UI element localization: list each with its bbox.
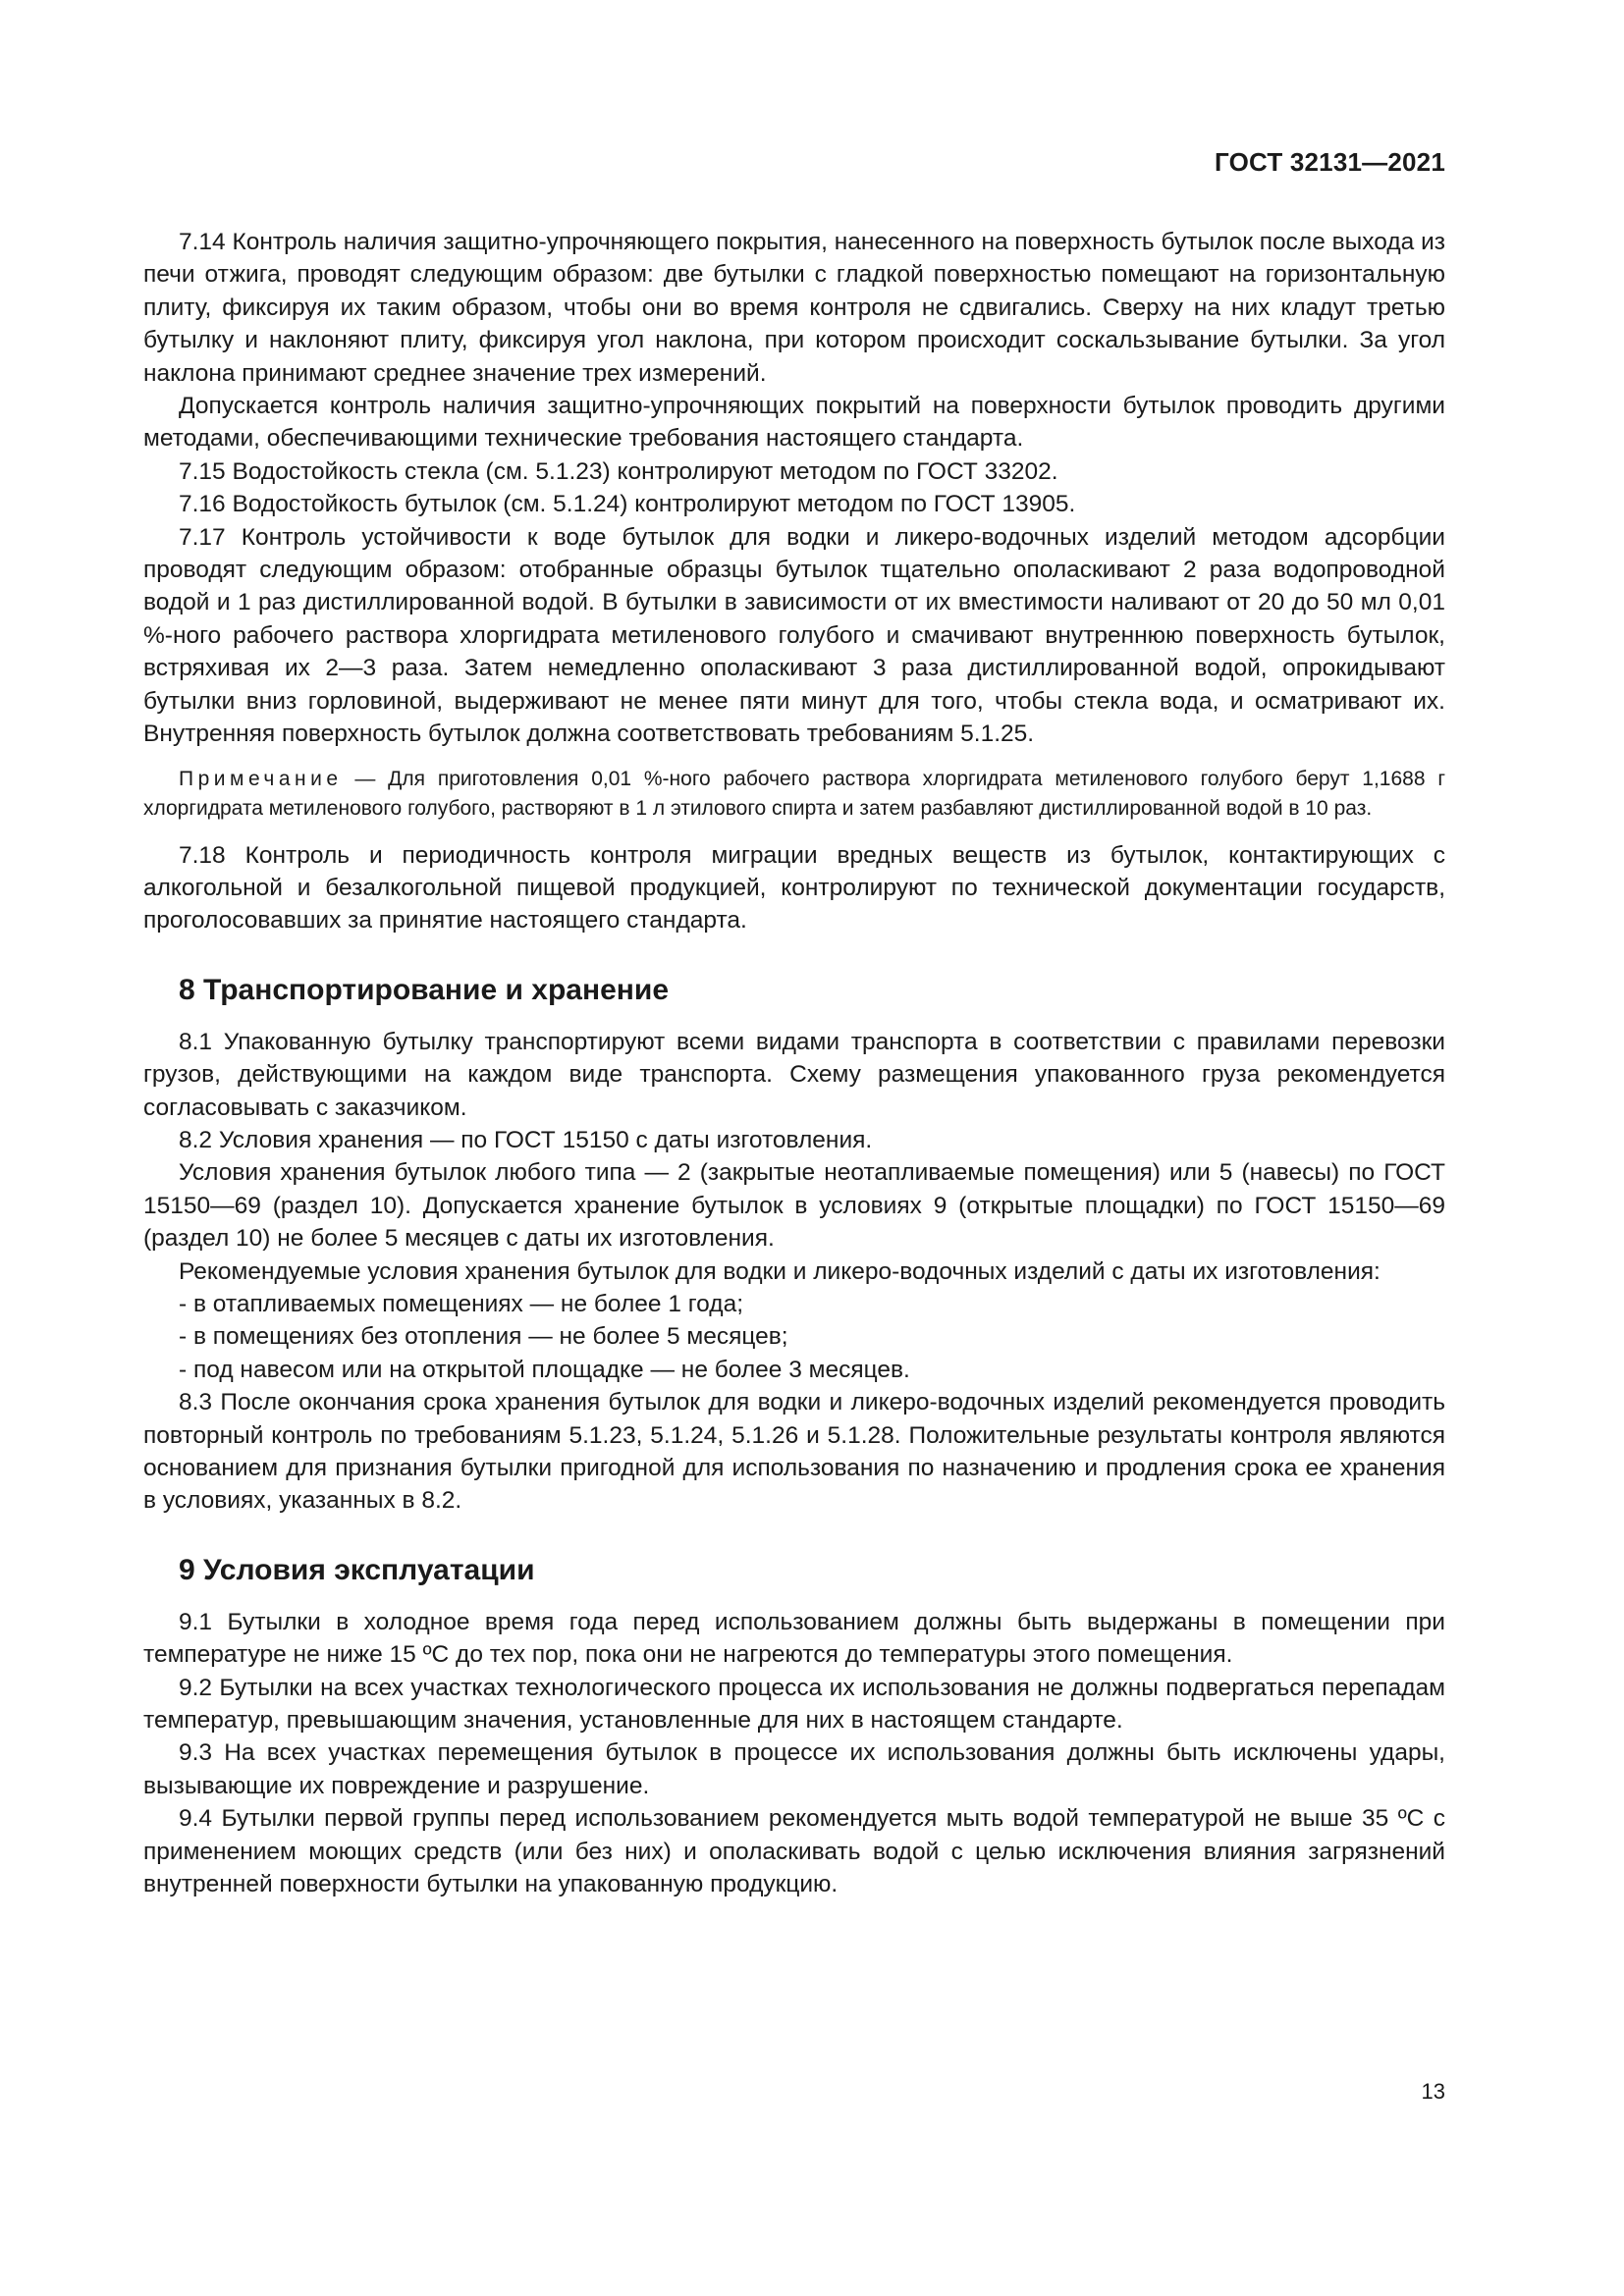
document-body bbox=[143, 226, 1445, 1900]
paragraph-7-14-addition: Допускается контроль наличия защитно-упрочняющих покрытий на поверхности бутылок проводить другими методами, обеспечивающими технические требования настоящего стандарта. bbox=[143, 393, 1445, 453]
paragraph-8-3: 8.3 После окончания срока хранения бутылок для водки и ликеро-водочных изделий рекомендуется проводить повторный контроль по требованиям 5.1.23, 5.1.24, 5.1.26 и 5.1.28. Положительные результаты контроля являются основанием для признания бутылки пригодной для использования по назначению и продления срока ее хранения в условиях, указанных в 8.2. bbox=[143, 1389, 1445, 1515]
paragraph-8-2: 8.2 Условия хранения — по ГОСТ 15150 с даты изготовления. bbox=[179, 1126, 873, 1153]
paragraph-7-17: 7.17 Контроль устойчивости к воде бутылок для водки и ликеро-водочных изделий методом адсорбции проводят следующим образом: отобранные образцы бутылок тщательно ополаскивают 2 раза водопроводной водой и 1 раз дистиллированной водой. В бутылки в зависимости от их вместимости наливают от 20 до 50 мл 0,01 %-ного рабочего раствора хлоргидрата метиленового голубого и смачивают внутреннюю поверхность бутылок, встряхивая их 2—3 раза. Затем немедленно ополаскивают 3 раза дистиллированной водой, опрокидывают бутылки вниз горловиной, выдерживают не менее пяти минут для того, чтобы стекла вода, и осматривают их. Внутренняя поверхность бутылок должна соответствовать требованиям 5.1.25. bbox=[143, 523, 1445, 748]
paragraph-8-2-recommended: Рекомендуемые условия хранения бутылок для водки и ликеро-водочных изделий с даты их изготовления: bbox=[179, 1257, 1380, 1285]
paragraph-8-2-conditions: Условия хранения бутылок любого типа — 2 (закрытые неотапливаемые помещения) или 5 (навесы) по ГОСТ 15150—69 (раздел 10). Допускается хранение бутылок в условиях 9 (открытые площадки) по ГОСТ 15150—69 (раздел 10) не более 5 месяцев с даты их изготовления. bbox=[143, 1159, 1445, 1253]
paragraph-7-15: 7.15 Водостойкость стекла (см. 5.1.23) контролируют методом по ГОСТ 33202. bbox=[179, 457, 1058, 485]
list-item: - в отапливаемых помещениях — не более 1 года; bbox=[179, 1290, 743, 1317]
list-item: - под навесом или на открытой площадке — не более 3 месяцев. bbox=[179, 1356, 910, 1383]
paragraph-9-3: 9.3 На всех участках перемещения бутылок в процессе их использования должны быть исключены удары, вызывающие их повреждение и разрушение. bbox=[143, 1739, 1445, 1799]
section-9-heading: 9 Условия эксплуатации bbox=[179, 1553, 535, 1586]
paragraph-9-4: 9.4 Бутылки первой группы перед использованием рекомендуется мыть водой температурой не выше 35 ºС с применением моющих средств (или без них) и ополаскивать водой с целью исключения влияния загрязнений внутренней поверхности бутылки на упакованную продукцию. bbox=[143, 1805, 1445, 1898]
section-8-heading: 8 Транспортирование и хранение bbox=[179, 973, 670, 1006]
page-number: 13 bbox=[1421, 2079, 1445, 2104]
note-text: — Для приготовления 0,01 %-ного рабочего раствора хлоргидрата метиленового голубого берут 1,1688 г хлоргидрата метиленового голубого, растворяют в 1 л этилового спирта и затем разбавляют дистиллированной водой в 10 раз. bbox=[143, 767, 1445, 820]
list-item: - в помещениях без отопления — не более 5 месяцев; bbox=[179, 1323, 788, 1351]
paragraph-8-1: 8.1 Упакованную бутылку транспортируют всеми видами транспорта в соответствии с правилами перевозки грузов, действующими на каждом виде транспорта. Схему размещения упакованного груза рекомендуется согласовывать с заказчиком. bbox=[143, 1028, 1445, 1121]
paragraph-9-1: 9.1 Бутылки в холодное время года перед использованием должны быть выдержаны в помещении при температуре не ниже 15 ºС до тех пор, пока они не нагреются до температуры этого помещения. bbox=[143, 1608, 1445, 1669]
note bbox=[143, 765, 1445, 824]
paragraph-7-16: 7.16 Водостойкость бутылок (см. 5.1.24) контролируют методом по ГОСТ 13905. bbox=[179, 491, 1076, 518]
note-label: Примечание bbox=[179, 767, 343, 790]
standard-code-header: ГОСТ 32131—2021 bbox=[1215, 147, 1445, 177]
paragraph-7-18: 7.18 Контроль и периодичность контроля миграции вредных веществ из бутылок, контактирующих с алкогольной и безалкогольной пищевой продукцией, контролируют по технической документации государств, проголосовавших за принятие настоящего стандарта. bbox=[143, 841, 1445, 934]
paragraph-7-14: 7.14 Контроль наличия защитно-упрочняющего покрытия, нанесенного на поверхность бутылок после выхода из печи отжига, проводят следующим образом: две бутылки с гладкой поверхностью помещают на горизонтальную плиту, фиксируя их таким образом, чтобы они во время контроля не сдвигались. Сверху на них кладут третью бутылку и наклоняют плиту, фиксируя угол наклона, при котором происходит соскальзывание бутылки. За угол наклона принимают среднее значение трех измерений. bbox=[143, 229, 1445, 387]
paragraph-9-2: 9.2 Бутылки на всех участках технологического процесса их использования не должны подвергаться перепадам температур, превышающим значения, установленные для них в настоящем стандарте. bbox=[143, 1674, 1445, 1735]
